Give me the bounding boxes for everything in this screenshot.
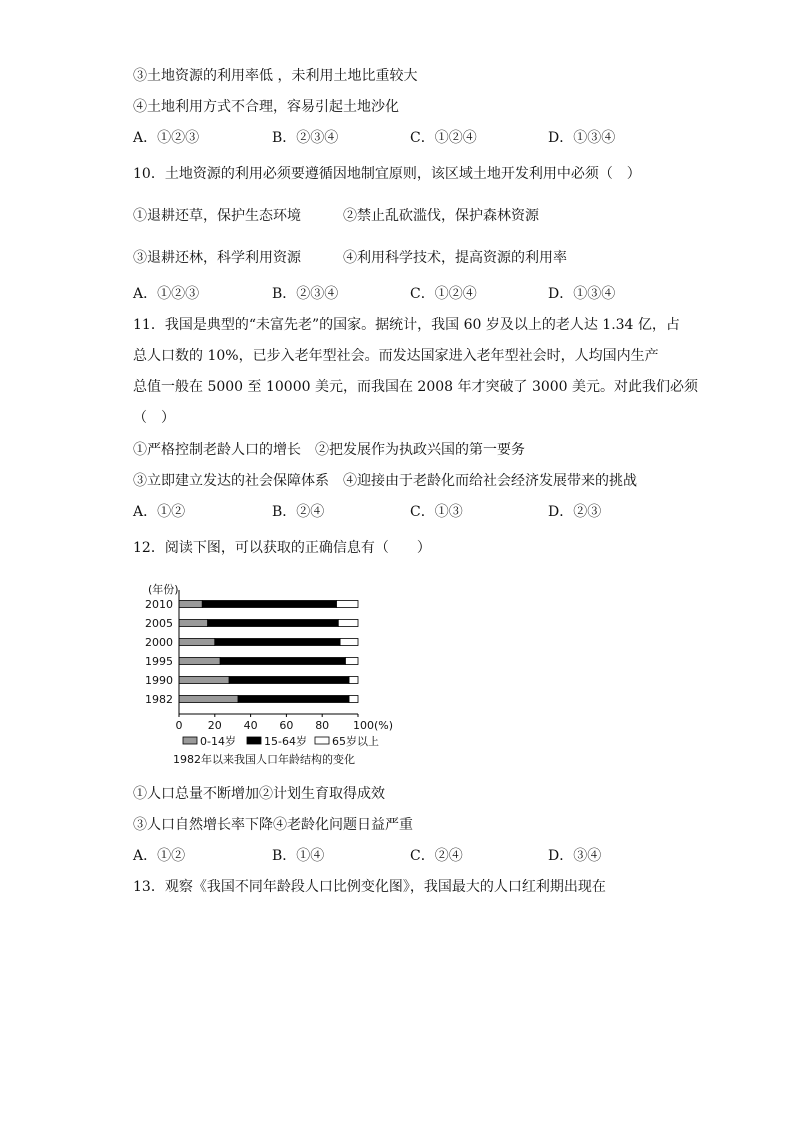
year-label: 1995	[145, 655, 173, 668]
q12-option-b[interactable]: B．①④	[272, 848, 325, 864]
x-tick-label: 60	[279, 719, 294, 732]
bar-segment-working	[229, 677, 349, 684]
bar-segment-working	[215, 639, 340, 646]
q11-statements-row-1: ①严格控制老龄人口的增长 ②把发展作为执政兴国的第一要务	[133, 442, 525, 458]
q10-options	[133, 284, 693, 304]
q11-option-b[interactable]: B．②④	[272, 504, 325, 520]
bar-segment-young	[179, 620, 208, 627]
bars-layer	[145, 598, 358, 706]
q12-options	[133, 846, 693, 866]
bar-segment-young	[179, 639, 215, 646]
q11-stem-line-2: 总人口数的 10%，已步入老年型社会。而发达国家进入老年型社会时，人均国内生产	[133, 348, 659, 364]
legend-swatch	[183, 737, 197, 744]
legend	[183, 734, 379, 748]
q11-answer-brackets: （ ）	[133, 410, 175, 426]
x-tick-label: 40	[243, 719, 258, 732]
q9-option-c[interactable]: C．①②④	[410, 130, 477, 146]
q10-option-c[interactable]: C．①②④	[410, 286, 477, 302]
year-label: 2000	[145, 636, 173, 649]
bar-segment-elderly	[338, 620, 358, 627]
q11-statements-row-2: ③立即建立发达的社会保障体系 ④迎接由于老龄化而给社会经济发展带来的挑战	[133, 473, 637, 489]
legend-label: 15-64岁	[264, 735, 307, 748]
q13-stem: 13．观察《我国不同年龄段人口比例变化图》，我国最大的人口红利期出现在	[133, 879, 606, 895]
q10-stem: 10．土地资源的利用必须要遵循因地制宜原则，该区域土地开发利用中必须（ ）	[133, 166, 641, 182]
bar-segment-working	[238, 696, 349, 703]
bar-segment-elderly	[340, 639, 358, 646]
legend-label: 0-14岁	[200, 735, 236, 748]
bar-segment-young	[179, 677, 229, 684]
q12-option-d[interactable]: D．③④	[548, 848, 602, 864]
q10-statements-row-1: ①退耕还草，保护生态环境 ②禁止乱砍滥伐，保护森林资源	[133, 208, 539, 224]
year-label: 1982	[145, 693, 173, 706]
year-label: 2010	[145, 598, 173, 611]
legend-swatch	[247, 737, 261, 744]
q12-statements-row-2: ③人口自然增长率下降④老龄化问题日益严重	[133, 817, 413, 833]
y-axis-title: (年份)	[148, 583, 179, 596]
legend-swatch	[315, 737, 329, 744]
x-tick-label: 0	[175, 719, 183, 732]
population-age-structure-chart	[135, 578, 415, 773]
q10-option-b[interactable]: B．②③④	[272, 286, 339, 302]
q10-option-d[interactable]: D．①③④	[548, 286, 616, 302]
bar-segment-young	[179, 658, 220, 665]
year-label: 2005	[145, 617, 173, 630]
bar-segment-young	[179, 601, 202, 608]
bar-segment-elderly	[345, 658, 358, 665]
bar-segment-elderly	[349, 696, 358, 703]
chart-caption: 1982年以来我国人口年龄结构的变化	[173, 753, 355, 766]
q11-option-d[interactable]: D．②③	[548, 504, 602, 520]
bar-segment-working	[202, 601, 336, 608]
q9-options	[133, 128, 693, 148]
x-tick-label: 100(%)	[353, 719, 394, 732]
q12-option-c[interactable]: C．②④	[410, 848, 463, 864]
q10-option-a[interactable]: A．①②③	[133, 286, 200, 302]
q11-stem-line-3: 总值一般在 5000 至 10000 美元，而我国在 2008 年才突破了 3000 美元。对此我们必须	[133, 379, 699, 395]
q11-stem-line-1: 11．我国是典型的“未富先老”的国家。据统计，我国 60 岁及以上的老人达 1.34 亿，占	[133, 317, 680, 333]
year-label: 1990	[145, 674, 173, 687]
bar-segment-working	[220, 658, 345, 665]
x-tick-label: 20	[207, 719, 222, 732]
q9-option-d[interactable]: D．①③④	[548, 130, 616, 146]
q11-option-a[interactable]: A．①②	[133, 504, 186, 520]
q9-option-a[interactable]: A．①②③	[133, 130, 200, 146]
x-tick-label: 80	[315, 719, 330, 732]
bar-segment-working	[208, 620, 339, 627]
q12-option-a[interactable]: A．①②	[133, 848, 186, 864]
q11-option-c[interactable]: C．①③	[410, 504, 463, 520]
bar-segment-young	[179, 696, 238, 703]
q12-statements-row-1: ①人口总量不断增加②计划生育取得成效	[133, 786, 385, 802]
q10-statements-row-2: ③退耕还林，科学利用资源 ④利用科学技术，提高资源的利用率	[133, 250, 567, 266]
q9-statement-3: ③土地资源的利用率低 ，未利用土地比重较大	[133, 68, 418, 84]
q9-statement-4: ④土地利用方式不合理，容易引起土地沙化	[133, 99, 399, 115]
bar-segment-elderly	[337, 601, 358, 608]
q12-stem: 12．阅读下图，可以获取的正确信息有（ ）	[133, 540, 431, 556]
legend-label: 65岁以上	[332, 735, 379, 748]
q11-options	[133, 502, 693, 522]
bar-segment-elderly	[349, 677, 358, 684]
q9-option-b[interactable]: B．②③④	[272, 130, 339, 146]
